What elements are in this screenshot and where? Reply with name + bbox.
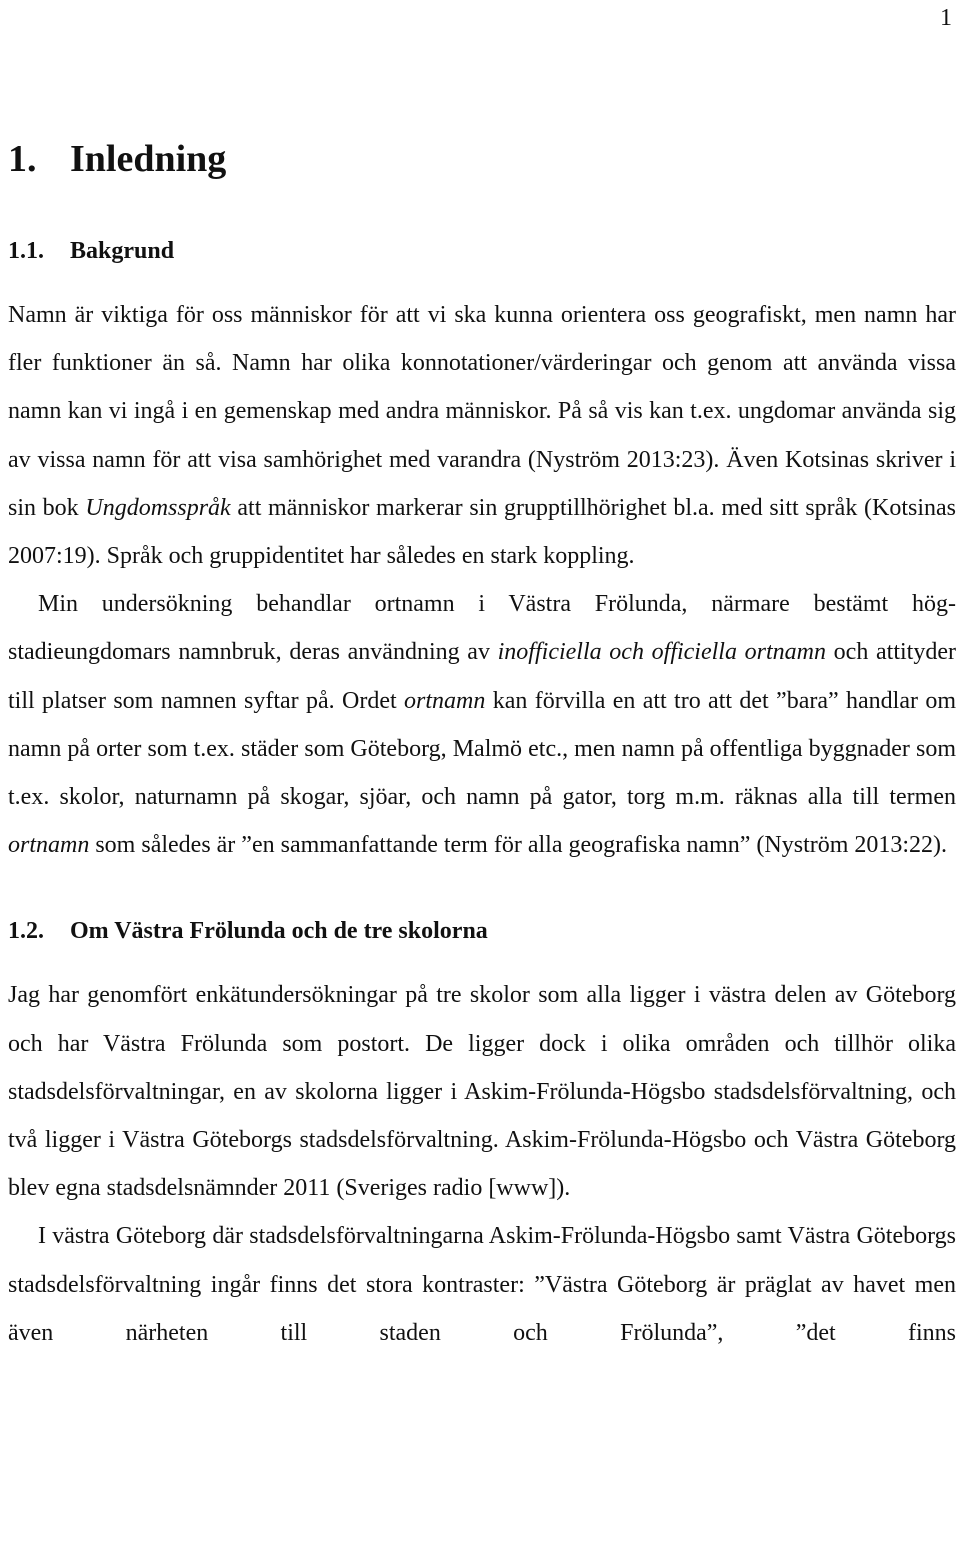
paragraph-text: kan förvilla en att tro att det ”bara” handlar om namn på orter som t.ex. städer som Göteborg, Malmö etc., men namn på offentliga byggnader som t.ex. skolor, naturnamn på skogar, sjöar, och namn på gator, torg m.m. räknas alla till termen	[8, 687, 956, 811]
section-number: 1.2.	[8, 918, 44, 945]
section-heading-bakgrund	[8, 227, 956, 275]
section-number: 1.1.	[8, 238, 44, 264]
section-heading-vastra-frolunda	[8, 907, 956, 955]
paragraph-text: att människor markerar sin grupptillhörighet bl.a. med sitt språk (Kotsinas 2007:19). Språk och gruppidentitet har således en stark koppling.	[8, 494, 956, 570]
book-title: Ungdomsspråk	[85, 494, 231, 521]
section-title: Bakgrund	[70, 238, 175, 264]
chapter-heading	[8, 135, 956, 183]
italic-term: inofficiella och officiella ortnamn	[497, 639, 826, 666]
document-body	[8, 135, 956, 1357]
page-number: 1	[940, 5, 952, 31]
paragraph-text: och attityder till platser som namnen syftar på. Ordet	[8, 639, 956, 714]
paragraph-text: Min undersökning behandlar ortnamn i Västra Frölunda, närmare bestämt hög-stadieungdomars namnbruk, deras användning av	[8, 591, 956, 666]
section-title: Om Västra Frölunda och de tre skolorna	[70, 918, 488, 945]
paragraph-text: som således är ”en sammanfattande term för alla geografiska namn” (Nyström 2013:22).	[89, 832, 948, 859]
chapter-number: 1.	[8, 138, 37, 180]
chapter-title: Inledning	[70, 138, 227, 180]
paragraph-skolorna-1: Jag har genomfört enkätundersökningar på tre skolor som alla ligger i västra delen av Göteborg och har Västra Frölunda som postort. De ligger dock i olika områden och tillhör olika stadsdelsförvaltningar, en av skolorna ligger i Askim-Frölunda-Högsbo stadsdelsförvaltning, och två ligger i Västra Göteborgs stadsdelsförvaltning. Askim-Frölunda-Högsbo och Västra Göteborg blev egna stadsdelsnämnder 2011 (Sveriges radio [www]).	[8, 982, 956, 1202]
paragraph-skolorna-2: I västra Göteborg där stadsdelsförvaltningarna Askim-Frölunda-Högsbo samt Västra Göteborgs stadsdelsförvaltning ingår finns det stora kontraster: ”Västra Göteborg är präglat av havet men även närheten till staden och Frölunda”, ”det finns	[8, 1223, 956, 1346]
paragraph-bakgrund-2	[8, 580, 956, 869]
paragraph-text: Namn är viktiga för oss människor för att vi ska kunna orientera oss geografiskt, men namn har fler funktioner än så. Namn har olika konnotationer/värderingar och genom att använda vissa namn kan vi ingå i en gemenskap med andra människor. På så vis kan t.ex. ungdomar använda sig av vissa namn för att visa samhörighet med varandra (Nyström 2013:23). Även Kotsinas skriver i sin bok	[8, 302, 956, 521]
paragraph-bakgrund-1	[8, 291, 956, 580]
italic-term: ortnamn	[404, 687, 486, 714]
italic-term: ortnamn	[8, 832, 90, 859]
